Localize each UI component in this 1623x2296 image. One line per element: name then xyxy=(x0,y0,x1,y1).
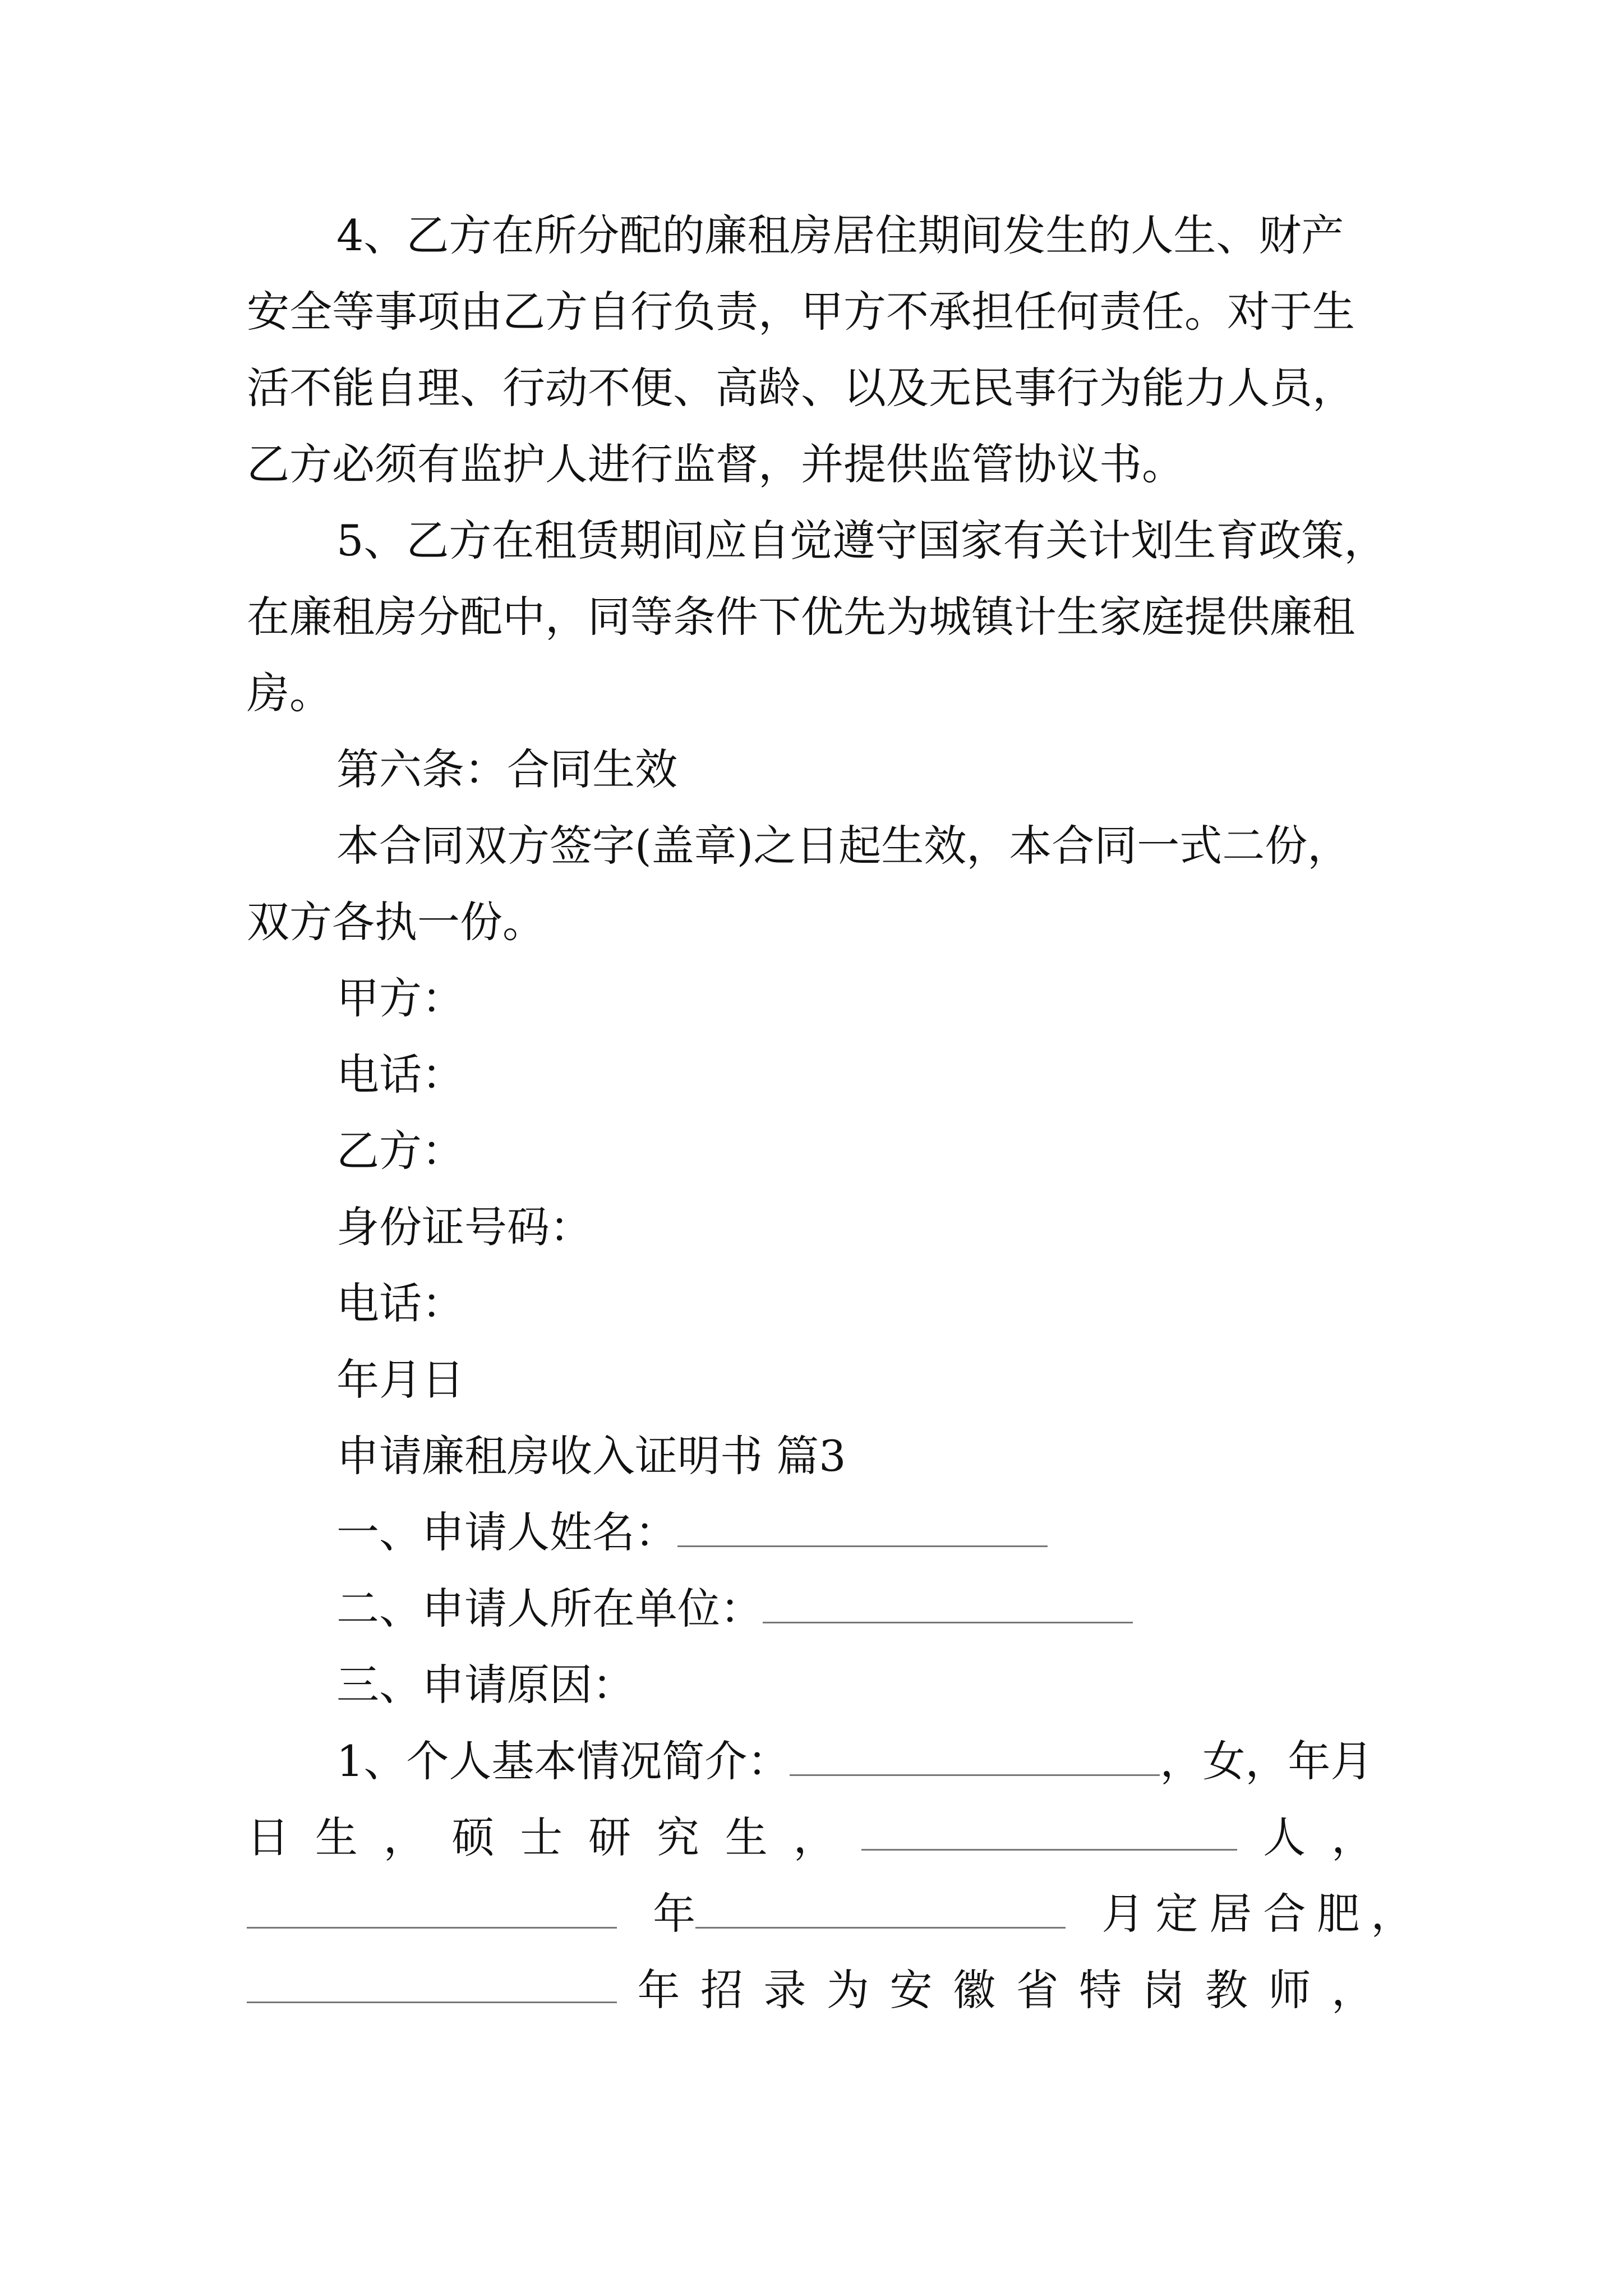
intro-char: 硕 xyxy=(451,1812,495,1862)
applicant-name-row xyxy=(336,1504,1497,1561)
intro-char: 省 xyxy=(1016,1965,1059,2015)
intro-line-1 xyxy=(336,1733,1497,1789)
settle-month-blank[interactable] xyxy=(695,1888,1066,1929)
intro-line-4 xyxy=(247,1962,1374,2018)
intro-char: 研 xyxy=(588,1812,631,1862)
intro-char: ， xyxy=(1331,1812,1374,1862)
article-6-line-1: 本合同双方签字(盖章)之日起生效，本合同一式二份， xyxy=(336,821,1350,871)
application-reason-label: 三、申请原因： xyxy=(336,1660,635,1710)
paragraph-4-line-4: 乙方必须有监护人进行监督，并提供监管协议书。 xyxy=(247,439,1184,489)
intro-char: 日 xyxy=(247,1812,289,1862)
article-6-heading: 第六条：合同生效 xyxy=(336,744,677,794)
intro-char: 师 xyxy=(1268,1965,1311,2015)
intro-label: 1、个人基本情况简介： xyxy=(336,1736,790,1786)
party-a-label: 甲方： xyxy=(336,973,464,1023)
phone-b-label: 电话： xyxy=(336,1278,464,1328)
intro-char: 年 xyxy=(637,1965,680,2015)
intro-line-2 xyxy=(247,1810,1374,1866)
intro-char: 生 xyxy=(725,1812,768,1862)
intro-char: 安 xyxy=(889,1965,933,2015)
intro-char: 为 xyxy=(827,1965,869,2015)
intro-char: 究 xyxy=(656,1812,699,1862)
party-b-label: 乙方： xyxy=(336,1126,464,1176)
paragraph-4-line-1: 4、乙方在所分配的廉租房居住期间发生的人生、财产 xyxy=(336,210,1344,260)
applicant-name-label: 一、申请人姓名： xyxy=(336,1507,677,1557)
intro-char: 人 xyxy=(1263,1812,1306,1862)
applicant-unit-row xyxy=(336,1581,1497,1637)
date-label: 年月日 xyxy=(336,1355,464,1405)
intro-char: 士 xyxy=(520,1812,563,1862)
intro-char: 生 xyxy=(315,1812,358,1862)
intro-line-3-tail: 月定居合肥， xyxy=(1101,1889,1425,1939)
id-number-label: 身份证号码： xyxy=(336,1202,592,1252)
section-3-title: 申请廉租房收入证明书 篇3 xyxy=(336,1431,846,1481)
intro-char: 录 xyxy=(763,1965,806,2015)
intro-name-blank[interactable] xyxy=(790,1735,1160,1776)
paragraph-4-line-2: 安全等事项由乙方自行负责，甲方不承担任何责任。对于生 xyxy=(247,287,1355,337)
paragraph-5-line-3: 房。 xyxy=(247,668,332,718)
intro-char: ， xyxy=(793,1812,836,1862)
hometown-blank[interactable] xyxy=(861,1810,1237,1851)
paragraph-5-line-2: 在廉租房分配中，同等条件下优先为城镇计生家庭提供廉租 xyxy=(247,592,1355,642)
intro-year-char: 年 xyxy=(653,1889,696,1939)
applicant-unit-label: 二、申请人所在单位： xyxy=(336,1584,763,1634)
applicant-name-blank[interactable] xyxy=(677,1506,1048,1547)
intro-char: ， xyxy=(1331,1965,1374,2015)
intro-line-1-tail: ，女，年月 xyxy=(1160,1736,1373,1786)
intro-char: 特 xyxy=(1079,1965,1122,2015)
recruit-year-blank[interactable] xyxy=(247,1962,617,2003)
paragraph-4-line-3: 活不能自理、行动不便、高龄、以及无民事行为能力人员， xyxy=(247,363,1355,413)
paragraph-5-line-1: 5、乙方在租赁期间应自觉遵守国家有关计划生育政策， xyxy=(336,516,1387,565)
intro-char: 徽 xyxy=(953,1965,995,2015)
intro-char: 岗 xyxy=(1142,1965,1185,2015)
intro-char: ， xyxy=(383,1812,426,1862)
applicant-unit-blank[interactable] xyxy=(763,1582,1133,1623)
intro-line-3 xyxy=(247,1886,1425,1942)
intro-char: 招 xyxy=(700,1965,743,2015)
phone-a-label: 电话： xyxy=(336,1050,464,1099)
article-6-line-2: 双方各执一份。 xyxy=(247,897,545,947)
settle-year-blank[interactable] xyxy=(247,1888,617,1929)
intro-char: 教 xyxy=(1205,1965,1248,2015)
